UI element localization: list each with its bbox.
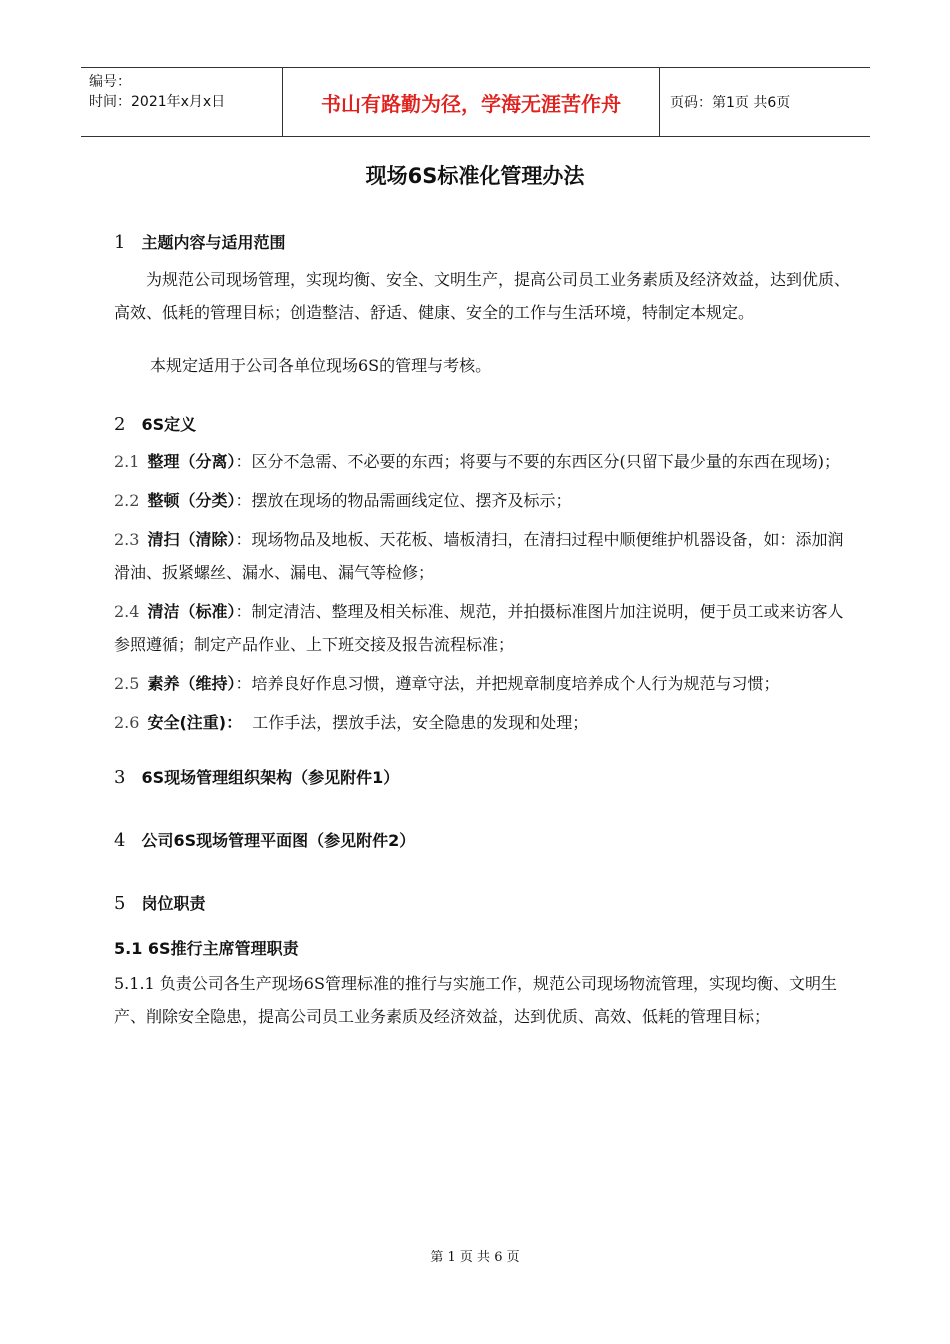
section-1-paragraph-2: 本规定适用于公司各单位现场6S的管理与考核。 xyxy=(150,356,492,375)
document-body xyxy=(114,230,854,1033)
section-3-heading: 3 6S现场管理组织架构（参见附件1） xyxy=(114,767,400,788)
definition-text: ：区分不急需、不必要的东西；将要与不要的东西区分(只留下最少量的东西在现场)； xyxy=(235,452,840,471)
definition-text: ：培养良好作息习惯，遵章守法，并把规章制度培养成个人行为规范与习惯； xyxy=(235,674,780,693)
definition-item xyxy=(114,595,854,661)
definition-list xyxy=(114,445,854,739)
definition-item xyxy=(114,445,854,478)
definition-number: 2.5 xyxy=(114,674,140,693)
definition-number: 2.3 xyxy=(114,530,140,549)
document-title: 现场6S标准化管理办法 xyxy=(365,164,585,188)
definition-text: ：制定清洁、整理及相关标准、规范，并拍摄标准图片加注说明，便于员工或来访客人参照遵循；制定产品作业、上下班交接及报告流程标准； xyxy=(114,602,844,654)
definition-item xyxy=(114,523,854,589)
definition-number: 2.1 xyxy=(114,452,140,471)
header-left-cell xyxy=(81,68,282,136)
date-label: 时间：2021年x月x日 xyxy=(89,94,226,110)
definition-label: 整顿（分类） xyxy=(147,491,236,510)
definition-number: 2.2 xyxy=(114,491,140,510)
page-footer: 第 1 页 共 6 页 xyxy=(430,1250,520,1265)
definition-item xyxy=(114,667,854,700)
document-header xyxy=(81,67,870,137)
definition-label: 清扫（清除） xyxy=(147,530,236,549)
motto-text: 书山有路勤为径，学海无涯苦作舟 xyxy=(321,91,621,116)
code-label: 编号： xyxy=(89,74,131,90)
definition-text: ：摆放在现场的物品需画线定位、摆齐及标示； xyxy=(235,491,572,510)
section-5-heading: 5 岗位职责 xyxy=(114,893,206,914)
definition-number: 2.4 xyxy=(114,602,140,621)
section-5-1-heading: 5.1 6S推行主席管理职责 xyxy=(114,939,299,958)
header-motto-cell xyxy=(282,68,660,136)
definition-number: 2.6 xyxy=(114,713,140,732)
definition-text: 工作手法，摆放手法，安全隐患的发现和处理； xyxy=(242,713,589,732)
definition-label: 安全(注重)： xyxy=(147,713,243,732)
section-1-heading: 1 主题内容与适用范围 xyxy=(114,232,286,253)
section-4-heading: 4 公司6S现场管理平面图（参见附件2） xyxy=(114,830,416,851)
definition-item xyxy=(114,706,854,739)
section-2-heading: 2 6S定义 xyxy=(114,414,197,435)
definition-label: 清洁（标准） xyxy=(147,602,236,621)
section-1-paragraph-1: 为规范公司现场管理，实现均衡、安全、文明生产，提高公司员工业务素质及经济效益，达到优质、高效、低耗的管理目标；创造整洁、舒适、健康、安全的工作与生活环境，特制定本规定。 xyxy=(114,270,851,322)
definition-label: 素养（维持） xyxy=(147,674,236,693)
section-5-1-1-paragraph: 5.1.1 负责公司各生产现场6S管理标准的推行与实施工作，规范公司现场物流管理，实现均衡、文明生产、削除安全隐患，提高公司员工业务素质及经济效益，达到优质、高效、低耗的管理目标； xyxy=(114,974,837,1026)
definition-item xyxy=(114,484,854,517)
definition-text: ：现场物品及地板、天花板、墙板清扫，在清扫过程中顺便维护机器设备，如：添加润滑油、扳紧螺丝、漏水、漏电、漏气等检修； xyxy=(114,530,844,582)
definition-label: 整理（分离） xyxy=(147,452,236,471)
page-info: 页码：第1页 共6页 xyxy=(670,95,791,111)
